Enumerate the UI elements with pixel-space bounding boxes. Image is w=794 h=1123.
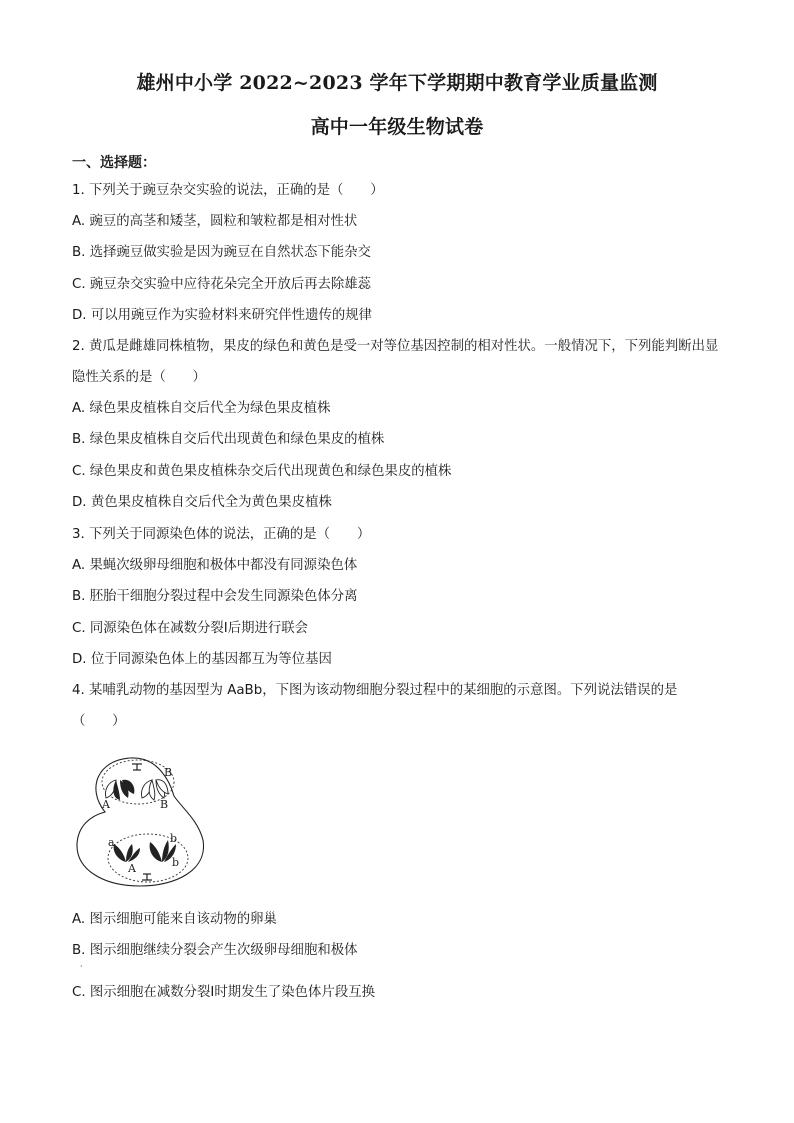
stray-mark: · — [80, 962, 83, 971]
gene-label-a-top: a — [126, 778, 133, 791]
question-3-option-a: A. 果蝇次级卵母细胞和极体中都没有同源染色体 — [72, 558, 358, 573]
gene-label-b-lower: b — [172, 856, 180, 869]
question-1-option-b: B. 选择豌豆做实验是因为豌豆在自然状态下能杂交 — [72, 245, 371, 260]
section-heading: 一、选择题： — [72, 155, 156, 171]
question-1-option-d: D. 可以用豌豆作为实验材料来研究伴性遗传的规律 — [72, 308, 373, 323]
exam-title: 雄州中小学 2022~2023 学年下学期期中教育学业质量监测 — [136, 72, 658, 94]
question-1-stem: 1. 下列关于豌豆杂交实验的说法，正确的是（ ） — [72, 183, 384, 198]
question-2-option-d: D. 黄色果皮植株自交后代全为黄色果皮植株 — [72, 495, 332, 510]
question-4-option-c: C. 图示细胞在减数分裂Ⅰ时期发生了染色体片段互换 — [72, 985, 376, 1000]
question-1-option-a: A. 豌豆的高茎和矮茎，圆粒和皱粒都是相对性状 — [72, 214, 358, 229]
question-3-option-d: D. 位于同源染色体上的基因都互为等位基因 — [72, 652, 332, 667]
chromosome-bottom-left — [114, 844, 140, 862]
gene-label-B-lower: B — [160, 798, 169, 811]
question-1-option-c: C. 豌豆杂交实验中应待花朵完全开放后再去除雄蕊 — [72, 277, 372, 292]
question-4-option-b: B. 图示细胞继续分裂会产生次级卵母细胞和极体 — [72, 943, 358, 958]
exam-subtitle: 高中一年级生物试卷 — [310, 116, 484, 138]
question-2-option-a: A. 绿色果皮植株自交后代全为绿色果皮植株 — [72, 401, 331, 416]
cell-division-diagram — [70, 752, 220, 892]
question-4-option-a: A. 图示细胞可能来自该动物的卵巢 — [72, 912, 277, 927]
upper-centriole — [132, 764, 142, 770]
question-2-stem: 2. 黄瓜是雌雄同株植物，果皮的绿色和黄色是受一对等位基因控制的相对性状。一般情况下，下列能判断出显隐性关系的是（ ） — [72, 339, 719, 385]
question-3-option-b: B. 胚胎干细胞分裂过程中会发生同源染色体分离 — [72, 589, 358, 604]
question-3-stem: 3. 下列关于同源染色体的说法，正确的是（ ） — [72, 527, 371, 542]
lower-centriole — [142, 874, 152, 880]
gene-label-A-bottom: A — [128, 862, 136, 875]
gene-label-a-bottom: a — [108, 836, 115, 849]
question-3-option-c: C. 同源染色体在减数分裂Ⅰ后期进行联会 — [72, 621, 309, 636]
gene-label-B-upper: B — [164, 766, 173, 779]
gene-label-b-upper: b — [170, 832, 178, 845]
gene-label-A-top: A — [102, 798, 110, 811]
question-4-stem: 4. 某哺乳动物的基因型为 AaBb，下图为该动物细胞分裂过程中的某细胞的示意图。下列说法错误的是（ ） — [72, 683, 678, 729]
cell-membrane — [77, 758, 204, 886]
chromosome-top-right — [141, 780, 168, 800]
question-2-option-c: C. 绿色果皮和黄色果皮植株杂交后代出现黄色和绿色果皮的植株 — [72, 464, 452, 479]
question-2-option-b: B. 绿色果皮植株自交后代出现黄色和绿色果皮的植株 — [72, 432, 385, 447]
